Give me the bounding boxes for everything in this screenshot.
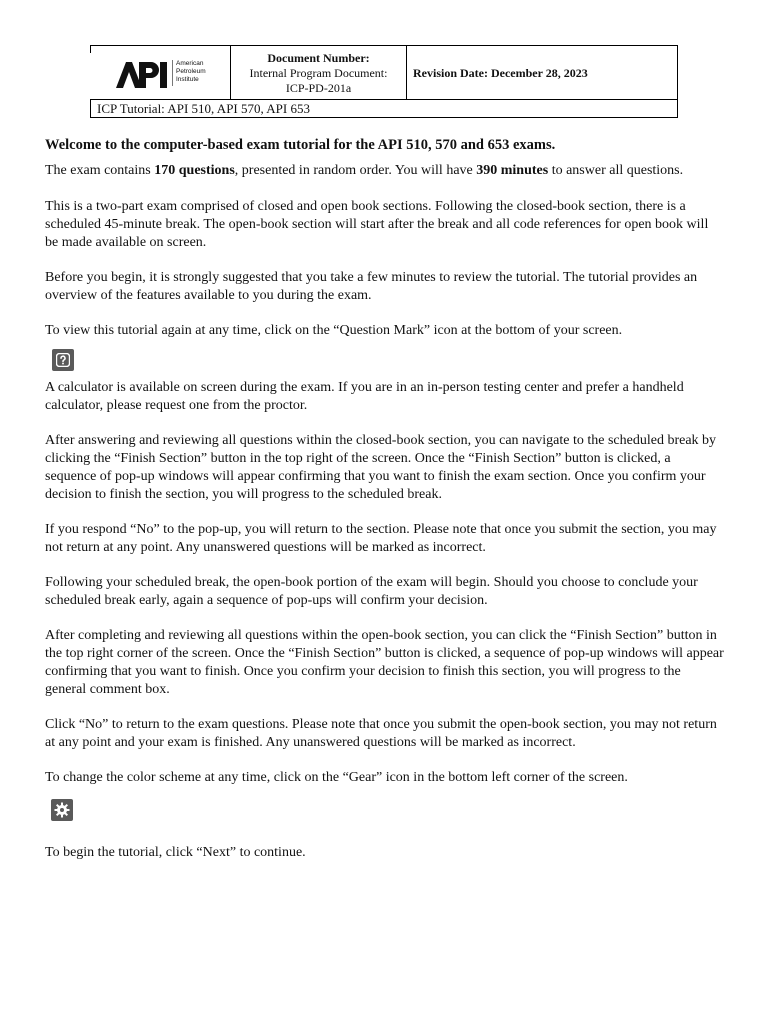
document-id: ICP-PD-201a <box>285 81 352 95</box>
logo-line-2: Petroleum <box>176 68 206 75</box>
p1-text-a: The exam contains <box>45 163 155 178</box>
paragraph-begin-tutorial: To begin the tutorial, click “Next” to continue. <box>45 845 306 860</box>
document-number-label: Document Number: <box>267 51 370 65</box>
api-logo <box>116 60 170 88</box>
gear-icon <box>51 799 73 821</box>
welcome-heading: Welcome to the computer-based exam tutorial for the API 510, 570 and 653 exams. <box>45 137 556 153</box>
paragraph-review-tutorial: Before you begin, it is strongly suggested that you take a few minutes to review the tutorial. The tutorial provides an overview of the features available to you during the exam. <box>45 270 698 303</box>
logo-wordmark <box>176 60 206 84</box>
paragraph-calculator: A calculator is available on screen during the exam. If you are in an in-person testing center and prefer a handheld calculator, please request one from the proctor. <box>45 380 684 413</box>
question-mark-icon <box>52 349 74 371</box>
paragraph-two-part: This is a two-part exam comprised of closed and open book sections. Following the closed-book section, there is a scheduled 45-minute break. The open-book section will start after the break and all code references for open book will be made available on screen. <box>45 199 709 250</box>
header-corner-tick <box>90 45 91 53</box>
exam-duration: 390 minutes <box>476 163 549 178</box>
paragraph-closed-book-finish: After answering and reviewing all questions within the closed-book section, you can navigate to the scheduled break by clicking the “Finish Section” button in the top right of the screen. Once the “Finish Section” button is clicked, a sequence of pop-up windows will appear confirming that you want to finish the exam section. Once you confirm your decision to finish the section, you will progress to the scheduled break. <box>45 433 717 502</box>
p1-text-c: , presented in random order. You will have <box>234 163 477 178</box>
question-count: 170 questions <box>154 163 235 178</box>
paragraph-respond-no: If you respond “No” to the pop-up, you will return to the section. Please note that once you submit the section, you may not return at any point. Any unanswered questions will be marked as incorrect. <box>45 522 717 555</box>
tutorial-line-cell: ICP Tutorial: API 510, API 570, API 653 <box>90 100 678 118</box>
logo-divider <box>172 60 173 86</box>
document-number-cell <box>230 46 407 100</box>
document-header-table <box>90 45 678 118</box>
paragraph-scheduled-break: Following your scheduled break, the open-book portion of the exam will begin. Should you choose to conclude your scheduled break early, again a sequence of pop-ups will confirm your decision. <box>45 575 698 608</box>
paragraph-click-no: Click “No” to return to the exam questions. Please note that once you submit the open-book section, you may not return at any point and your exam is finished. Any unanswered questions will be marked as incorrect. <box>45 717 717 750</box>
question-mark-icon-wrap <box>52 349 725 373</box>
document-type: Internal Program Document: <box>249 66 388 80</box>
gear-icon-wrap <box>51 799 725 824</box>
paragraph-question-mark: To view this tutorial again at any time, click on the “Question Mark” icon at the bottom of your screen. <box>45 323 623 338</box>
paragraph-exam-overview <box>45 162 725 180</box>
document-body <box>45 136 725 862</box>
header-top-row <box>90 45 678 100</box>
paragraph-color-scheme: To change the color scheme at any time, click on the “Gear” icon in the bottom left corner of the screen. <box>45 770 628 785</box>
logo-cell <box>90 46 230 100</box>
revision-date-cell: Revision Date: December 28, 2023 <box>413 65 588 80</box>
p1-text-e: to answer all questions. <box>548 163 684 178</box>
paragraph-open-book-finish: After completing and reviewing all questions within the open-book section, you can click the “Finish Section” button in the top right corner of the screen. Once the “Finish Section” button is clicked, a sequence of pop-up windows will appear confirming that you want to finish. Once you confirm your decision to finish this section, you will progress to the general comment box. <box>45 628 724 697</box>
logo-line-1: American <box>176 60 204 67</box>
logo-line-3: Institute <box>176 76 199 83</box>
